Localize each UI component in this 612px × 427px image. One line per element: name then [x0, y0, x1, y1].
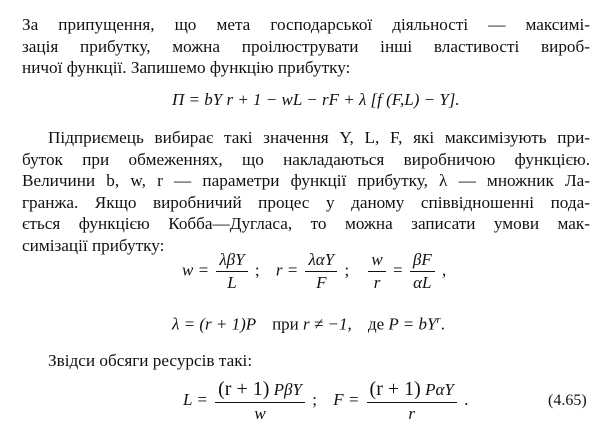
text-line: Звідси обсяги ресурсів такі:	[48, 351, 253, 370]
paragraph-intro	[22, 14, 590, 79]
text-line: Величини b, w, r — параметри функції прибутку, λ — множник Ла-	[22, 171, 590, 190]
resources-formula	[183, 378, 468, 424]
formula-end: ,	[441, 260, 447, 280]
separator: ;	[312, 389, 317, 409]
paragraph-entrepreneur	[22, 127, 590, 256]
profit-function-formula	[172, 90, 460, 110]
text-line: За припущення, що мета господарської діяльності — максимі-	[22, 15, 590, 34]
formula-end: .	[440, 314, 445, 334]
separator: ;	[254, 260, 260, 280]
F-fraction	[367, 378, 457, 424]
r-lhs: r =	[275, 260, 299, 280]
formula-text: П = bY r + 1 − wL − rF + λ [f (F,L) − Y].	[172, 90, 460, 109]
ratio-rhs-denominator: αL	[413, 273, 432, 292]
L-numerator-rest: PβY	[273, 380, 302, 399]
text-line: ничої функції. Запишемо функцію прибутку:	[22, 58, 351, 77]
where-superscript: r	[436, 314, 441, 326]
ratio-lhs-numerator: w	[368, 250, 385, 272]
text-line: буток при обмеженнях, що накладаються виробничою функцією.	[22, 149, 590, 169]
lambda-expression: λ = (r + 1)P	[172, 314, 256, 334]
r-denominator: F	[316, 273, 327, 292]
L-fraction	[215, 378, 305, 424]
where-word: де	[367, 314, 385, 334]
ratio-rhs-fraction	[410, 250, 435, 293]
ratio-lhs-fraction	[368, 250, 385, 293]
w-denominator: L	[227, 273, 237, 292]
F-numerator	[367, 378, 457, 403]
text-line: зація прибутку, можна проілюструвати інші властивості вироб-	[22, 36, 590, 56]
lambda-formula	[172, 314, 445, 335]
F-lhs: F =	[333, 389, 360, 409]
ratio-lhs-denominator: r	[373, 273, 381, 292]
w-numerator: λβY	[216, 250, 247, 272]
F-numerator-paren: (r + 1)	[369, 378, 421, 400]
text-line: ється функцією Кобба—Дугласа, то можна записати умови мак-	[22, 214, 590, 233]
condition-word: при	[272, 314, 299, 334]
F-numerator-rest: PαY	[425, 380, 454, 399]
w-fraction	[216, 250, 247, 293]
equation-number: (4.65)	[548, 392, 587, 409]
paragraph-resources	[22, 350, 590, 372]
text-line: симізації прибутку:	[22, 235, 165, 255]
where-expression: P = bY	[388, 314, 437, 334]
L-denominator: w	[254, 404, 266, 423]
L-numerator	[215, 378, 305, 403]
F-denominator: r	[408, 404, 415, 423]
r-fraction	[305, 250, 337, 293]
w-lhs: w =	[182, 260, 210, 280]
L-numerator-paren: (r + 1)	[218, 378, 270, 400]
maximization-conditions-formula	[182, 250, 446, 293]
separator: ;	[344, 260, 350, 280]
r-numerator: λαY	[305, 250, 337, 272]
text-line: гранжа. Якщо виробничий процес у даному співвідношенні пода-	[22, 192, 590, 212]
text-line: Підприємець вибирає такі значення Y, L, F, які максимізують при-	[48, 128, 590, 147]
L-lhs: L =	[183, 389, 208, 409]
formula-end: .	[464, 389, 469, 409]
condition-expression: r ≠ −1,	[303, 314, 352, 334]
ratio-rhs-numerator: βF	[410, 250, 435, 272]
equals-sign: =	[393, 260, 403, 280]
